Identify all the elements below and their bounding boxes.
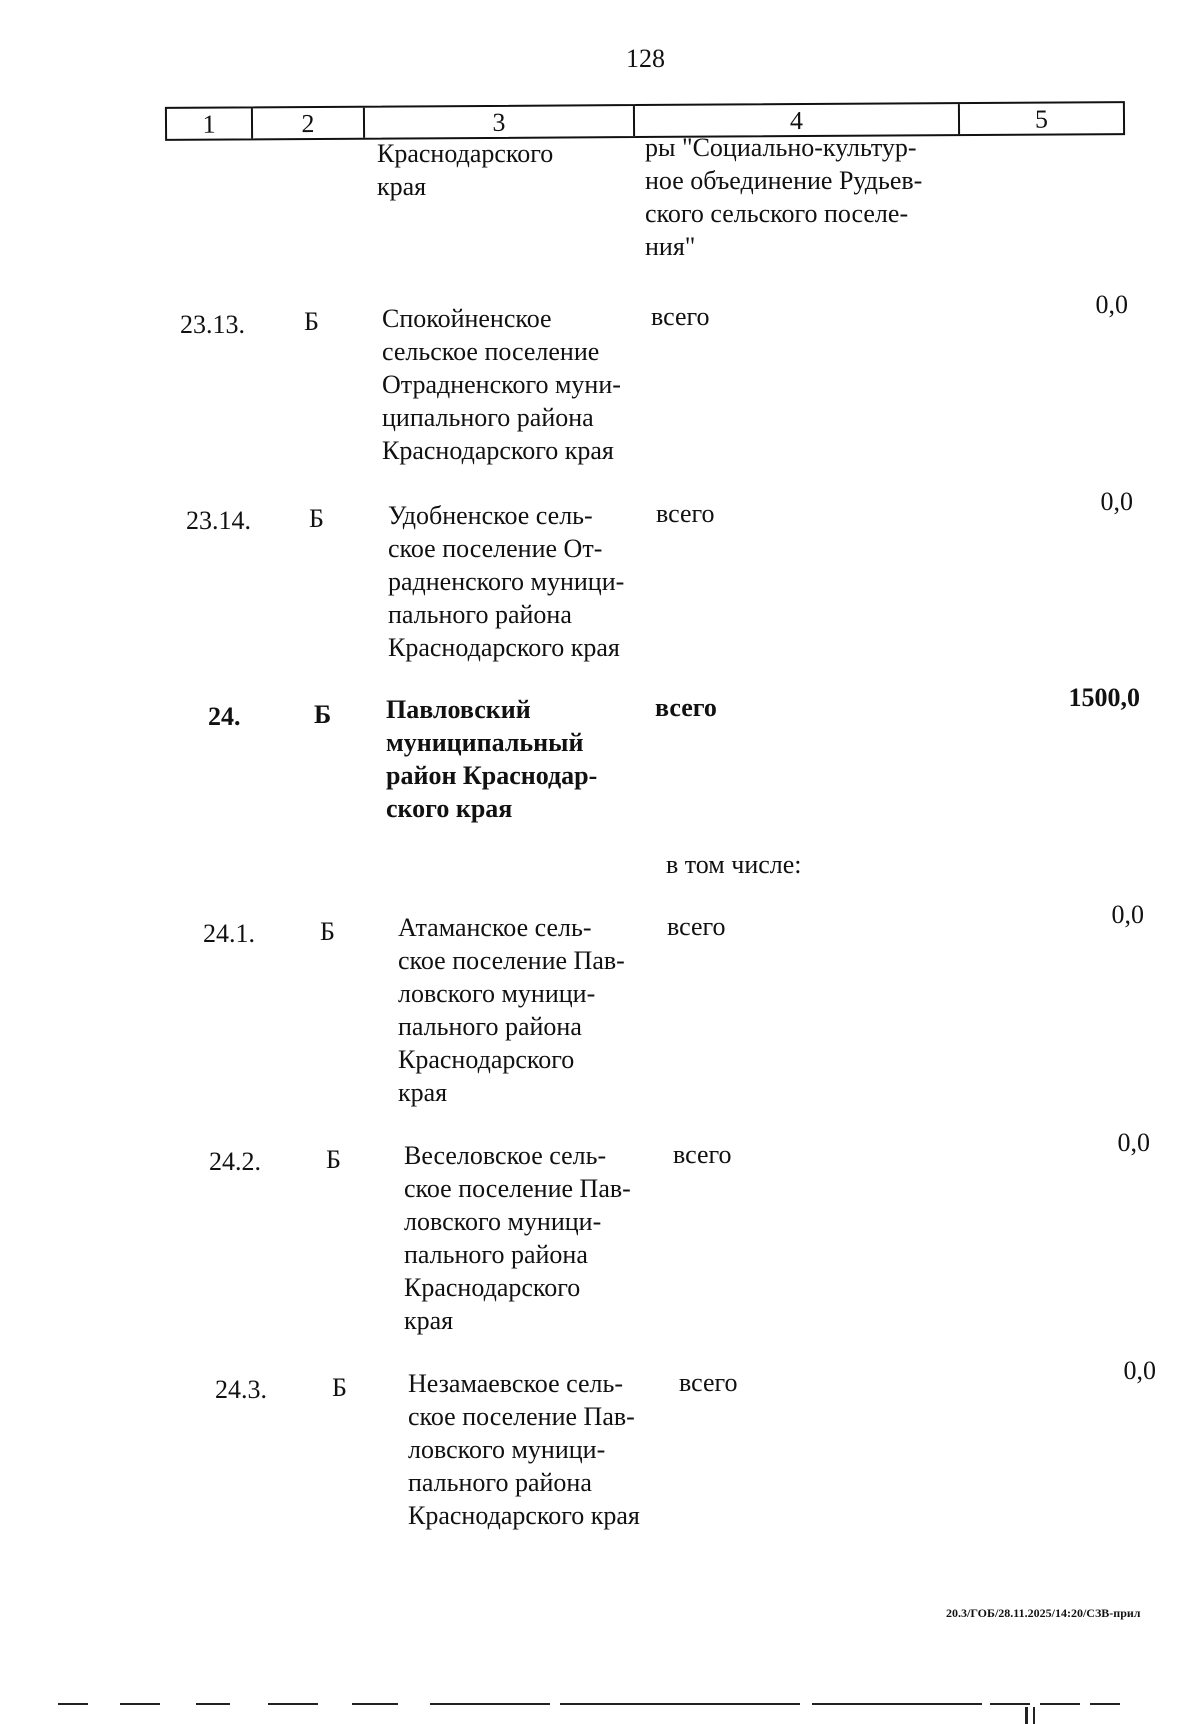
row-number: 23.14. bbox=[186, 506, 251, 535]
row-name bbox=[388, 499, 638, 664]
header-col-2: 2 bbox=[253, 108, 365, 139]
row-number: 24. bbox=[208, 702, 241, 731]
row-value: 0,0 bbox=[1111, 900, 1144, 929]
text-line: Отрадненского муни- bbox=[382, 370, 621, 399]
text-line: ципального района bbox=[382, 403, 594, 432]
row-type: Б bbox=[320, 917, 335, 946]
row-name bbox=[404, 1139, 654, 1337]
text-line: Спокойненское bbox=[382, 304, 552, 333]
text-line: ное объединение Рудьев- bbox=[645, 166, 923, 195]
row-col4: всего bbox=[651, 302, 710, 331]
page-number: 128 bbox=[626, 44, 665, 73]
row-number: 23.13. bbox=[180, 310, 245, 339]
text-line: сельское поселение bbox=[382, 337, 600, 366]
row-value: 0,0 bbox=[1095, 290, 1128, 319]
text-line: Краснодарского bbox=[377, 139, 554, 168]
text-line: Краснодарского bbox=[398, 1045, 575, 1074]
continuation-col4 bbox=[645, 131, 950, 263]
header-col-1: 1 bbox=[167, 108, 253, 139]
row-col4: всего bbox=[673, 1140, 732, 1169]
text-line: Веселовское сель- bbox=[404, 1141, 607, 1170]
text-line: ловского муници- bbox=[404, 1207, 602, 1236]
row-col4: всего bbox=[679, 1368, 738, 1397]
row-col4: всего bbox=[655, 693, 717, 722]
row-name bbox=[382, 302, 632, 467]
text-line: ского сельского поселе- bbox=[645, 199, 909, 228]
text-line: ское поселение Пав- bbox=[398, 946, 625, 975]
text-line: пального района bbox=[388, 600, 572, 629]
including-label: в том числе: bbox=[666, 850, 802, 879]
row-name bbox=[408, 1367, 660, 1532]
text-line: Краснодарского bbox=[404, 1273, 581, 1302]
row-number: 24.2. bbox=[209, 1147, 261, 1176]
text-line: пального района bbox=[404, 1240, 588, 1269]
footer-document-code: 20.3/ГОБ/28.11.2025/14:20/СЗВ-прил bbox=[946, 1606, 1141, 1620]
row-name bbox=[386, 693, 646, 825]
row-value: 0,0 bbox=[1100, 487, 1133, 516]
text-line: Атаманское сель- bbox=[398, 913, 592, 942]
row-number: 24.3. bbox=[215, 1375, 267, 1404]
text-line: края bbox=[377, 172, 427, 201]
text-line: Краснодарского края bbox=[382, 436, 614, 465]
text-line: ского края bbox=[386, 794, 513, 823]
text-line: Павловский bbox=[386, 695, 531, 724]
row-col4: всего bbox=[656, 499, 715, 528]
text-line: пального района bbox=[408, 1468, 592, 1497]
header-col-4: 4 bbox=[635, 104, 960, 136]
text-line: ния" bbox=[645, 232, 696, 261]
row-name bbox=[398, 911, 648, 1109]
text-line: ры "Социально-культур- bbox=[645, 133, 917, 162]
row-type: Б bbox=[332, 1373, 347, 1402]
header-col-5: 5 bbox=[1034, 104, 1049, 134]
text-line: Удобненское сель- bbox=[388, 501, 593, 530]
text-line: ское поселение Пав- bbox=[408, 1402, 635, 1431]
row-type: Б bbox=[309, 504, 324, 533]
text-line: пального района bbox=[398, 1012, 582, 1041]
text-line: муниципальный bbox=[386, 728, 584, 757]
row-value: 1500,0 bbox=[1068, 683, 1140, 712]
row-value: 0,0 bbox=[1117, 1128, 1150, 1157]
row-value: 0,0 bbox=[1123, 1356, 1156, 1385]
text-line: края bbox=[398, 1078, 448, 1107]
continuation-col3 bbox=[377, 137, 617, 203]
row-number: 24.1. bbox=[203, 919, 255, 948]
text-line: Краснодарского края bbox=[388, 633, 620, 662]
header-col-3: 3 bbox=[365, 106, 635, 138]
text-line: Краснодарского края bbox=[408, 1501, 640, 1530]
row-col4: всего bbox=[667, 912, 726, 941]
text-line: район Краснодар- bbox=[386, 761, 598, 790]
text-line: ловского муници- bbox=[408, 1435, 606, 1464]
text-line: края bbox=[404, 1306, 454, 1335]
row-type: Б bbox=[326, 1145, 341, 1174]
text-line: ское поселение От- bbox=[388, 534, 603, 563]
text-line: радненского муници- bbox=[388, 567, 625, 596]
text-line: Незамаевское сель- bbox=[408, 1369, 624, 1398]
row-type: Б bbox=[304, 307, 319, 336]
text-line: ловского муници- bbox=[398, 979, 596, 1008]
text-line: ское поселение Пав- bbox=[404, 1174, 631, 1203]
row-type: Б bbox=[314, 700, 332, 729]
